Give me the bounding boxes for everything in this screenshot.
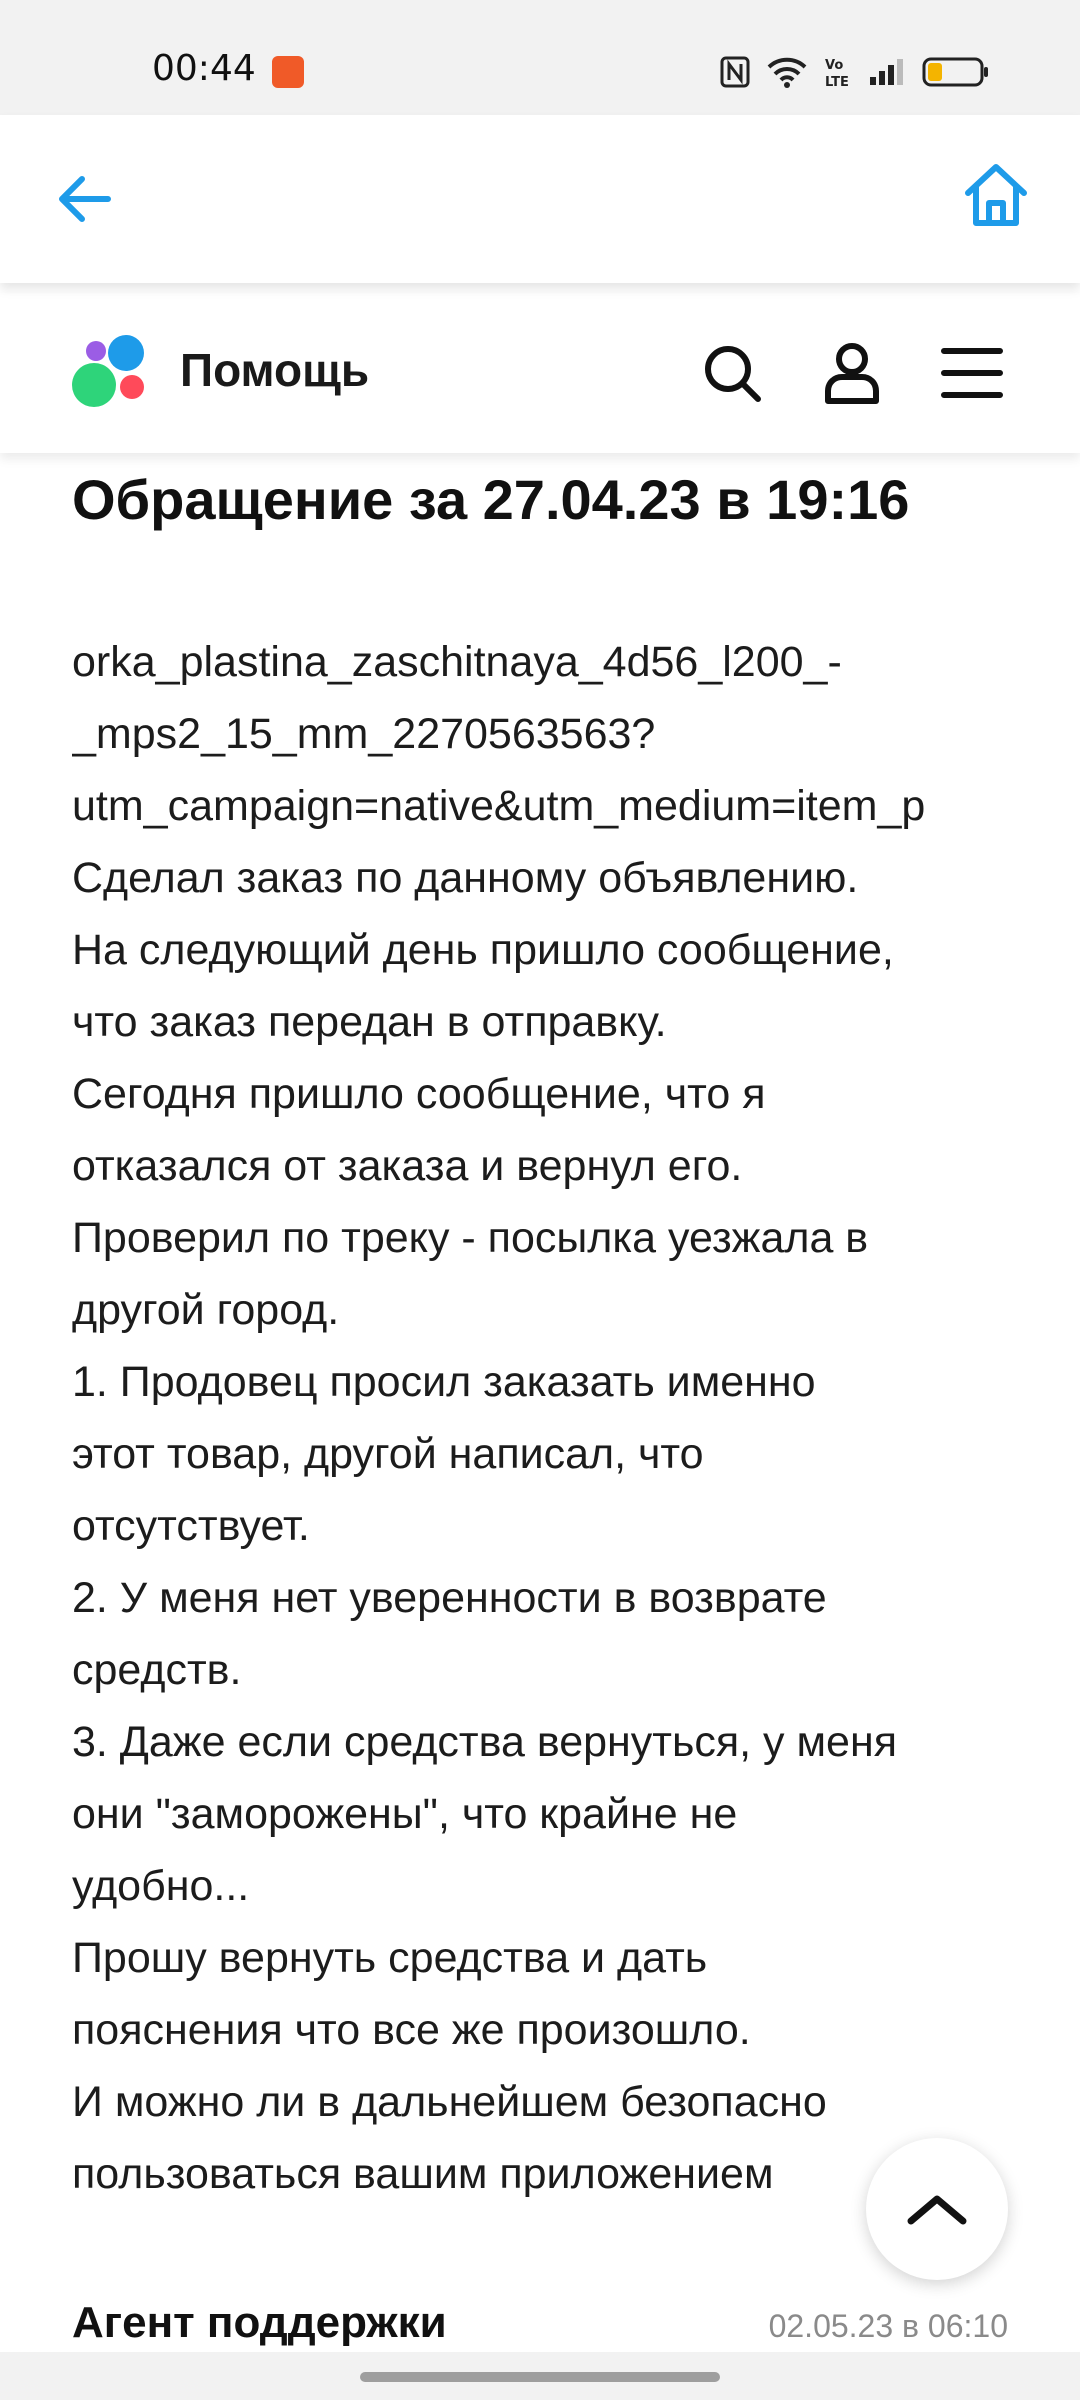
ticket-title: Обращение за 27.04.23 в 19:16	[72, 468, 910, 531]
message-line: удобно...	[72, 1862, 250, 1910]
volte-icon	[824, 55, 852, 89]
message-line: На следующий день пришло сообщение,	[72, 926, 894, 974]
svg-text:Vo: Vo	[825, 58, 844, 73]
arrow-left-icon	[52, 167, 116, 231]
message-line: 2. У меня нет уверенности в возврате	[72, 1574, 827, 1622]
system-nav-bar	[0, 2352, 1080, 2400]
status-bar	[0, 0, 1080, 115]
message-line: они "заморожены", что крайне не	[72, 1790, 738, 1838]
notification-app-icon	[272, 56, 304, 88]
page-title: Помощь	[180, 344, 370, 396]
home-button[interactable]	[960, 159, 1032, 231]
site-logo	[70, 333, 150, 413]
status-time: 00:44	[152, 48, 256, 89]
status-icons	[720, 52, 990, 92]
message-line: отсутствует.	[72, 1502, 310, 1550]
message-line: И можно ли в дальнейшем безопасно	[72, 2078, 827, 2126]
reply-timestamp: 02.05.23 в 06:10	[768, 2308, 1008, 2344]
message-line: 1. Продовец просил заказать именно	[72, 1358, 816, 1406]
signal-icon	[868, 57, 906, 87]
back-button[interactable]	[52, 167, 116, 231]
menu-button[interactable]	[936, 337, 1008, 409]
message-line: этот товар, другой написал, что	[72, 1430, 704, 1478]
profile-button[interactable]	[816, 337, 888, 409]
home-icon	[960, 159, 1032, 231]
scroll-to-top-button[interactable]	[866, 2138, 1008, 2280]
message-line: 3. Даже если средства вернуться, у меня	[72, 1718, 897, 1766]
gesture-handle[interactable]	[360, 2372, 720, 2382]
message-line: пояснения что все же произошло.	[72, 2006, 751, 2054]
message-line: пользоваться вашим приложением	[72, 2150, 774, 2198]
ticket-content	[72, 460, 1012, 2210]
menu-icon	[936, 337, 1008, 409]
message-line: отказался от заказа и вернул его.	[72, 1142, 743, 1190]
reply-header	[72, 2298, 1008, 2358]
message-line: orka_plastina_zaschitnaya_4d56_l200_-	[72, 638, 842, 686]
wifi-icon	[766, 56, 808, 88]
reply-author: Агент поддержки	[72, 2298, 447, 2347]
message-line: Сегодня пришло сообщение, что я	[72, 1070, 766, 1118]
message-line: utm_campaign=native&utm_medium=item_p	[72, 782, 926, 830]
top-app-bar	[0, 115, 1080, 283]
message-line: средств.	[72, 1646, 242, 1694]
battery-low-icon	[922, 56, 990, 88]
message-line: _mps2_15_mm_2270563563?	[72, 710, 656, 758]
message-line: Прошу вернуть средства и дать	[72, 1934, 708, 1982]
chevron-up-icon	[905, 2189, 969, 2229]
profile-icon	[816, 337, 888, 409]
message-line: другой город.	[72, 1286, 340, 1334]
svg-text:LTE: LTE	[825, 75, 849, 89]
nfc-icon	[720, 56, 750, 88]
message-line: Сделал заказ по данному объявлению.	[72, 854, 859, 902]
search-icon	[696, 337, 768, 409]
search-button[interactable]	[696, 337, 768, 409]
message-line: что заказ передан в отправку.	[72, 998, 667, 1046]
message-line: Проверил по треку - посылка уезжала в	[72, 1214, 869, 1262]
help-header	[0, 293, 1080, 453]
ticket-message	[72, 626, 1012, 2210]
